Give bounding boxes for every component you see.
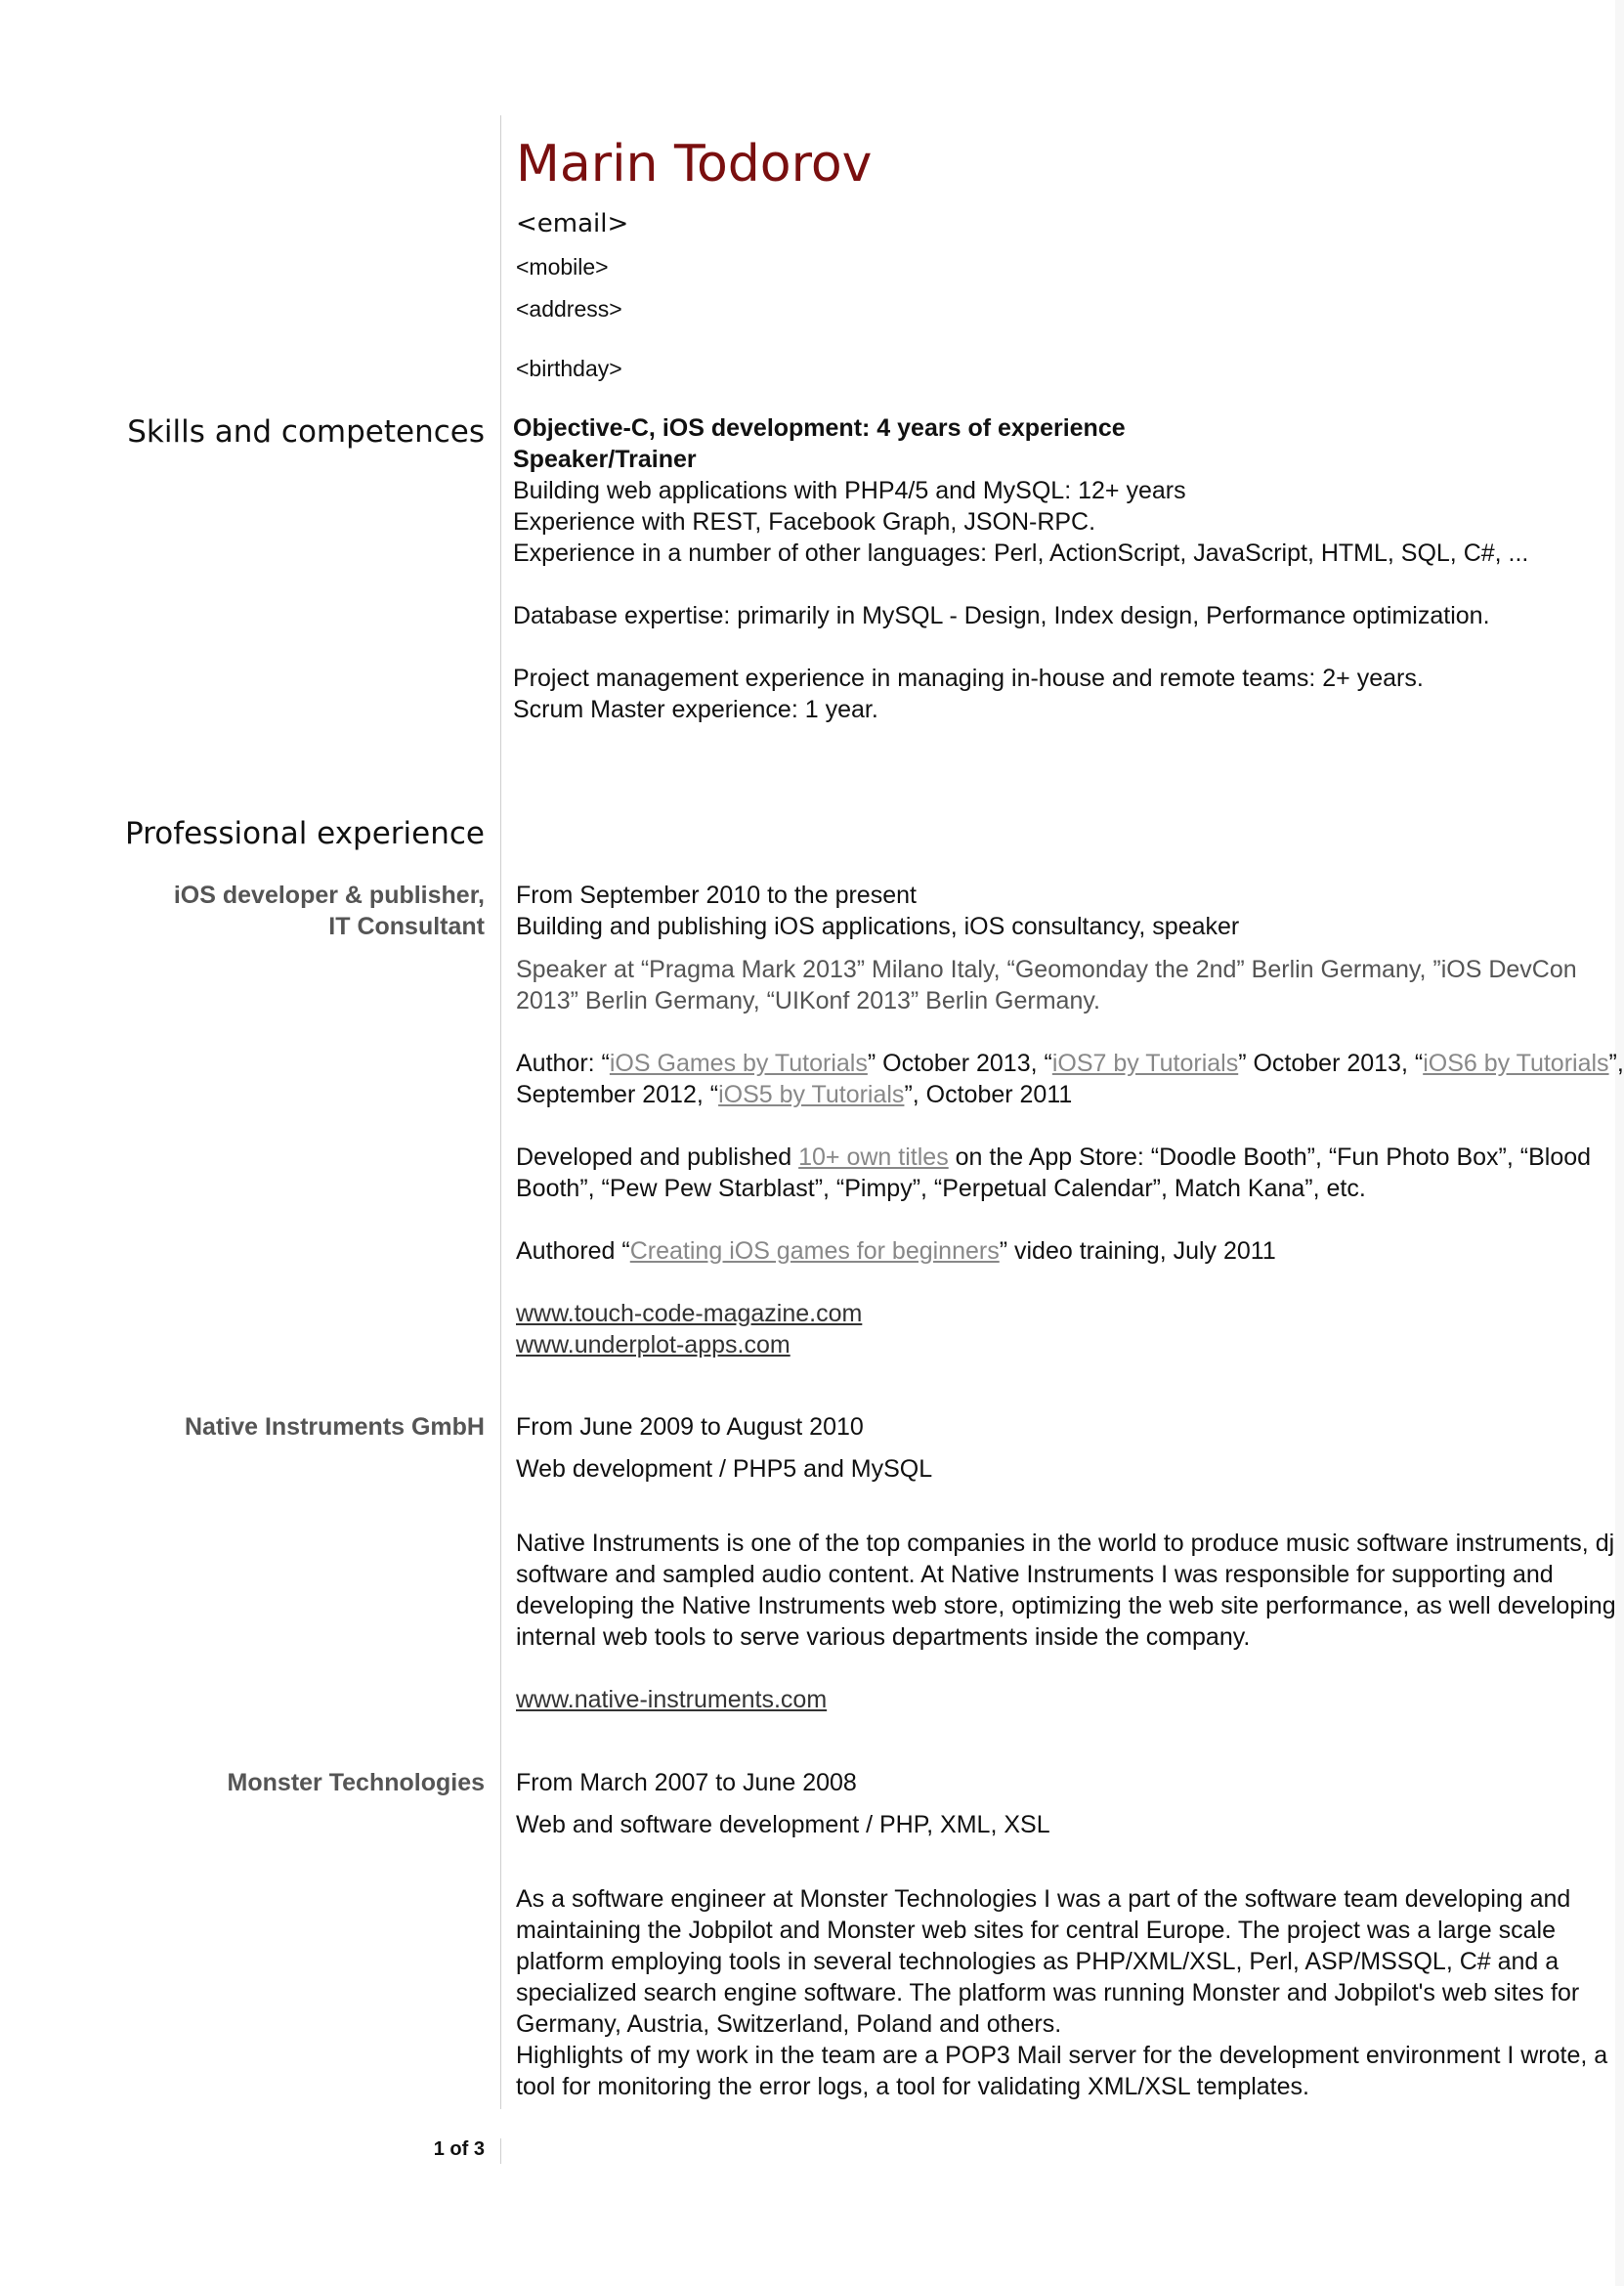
author-line: Author: “iOS Games by Tutorials” October 2013, “iOS7 by Tutorials” October 2013, “iOS6 by Tutorials”,: [516, 1050, 1624, 1077]
description-line: maintaining the Jobpilot and Monster web sites for central Europe. The project was a large scale: [516, 1917, 1557, 1944]
birthday-line: <birthday>: [516, 356, 622, 381]
skills-content: [513, 412, 1529, 725]
skill-line: Speaker/Trainer: [513, 446, 697, 473]
speaker-line: Speaker at “Pragma Mark 2013” Milano Italy, “Geomonday the 2nd” Berlin Germany, ”iOS DevCon: [516, 956, 1577, 983]
job-title-line: iOS developer & publisher,: [173, 882, 485, 909]
job-title-line: IT Consultant: [328, 913, 485, 940]
description-line: Highlights of my work in the team are a POP3 Mail server for the development environment I wrote, a: [516, 2042, 1608, 2069]
description-line: internal web tools to serve various departments inside the company.: [516, 1623, 1251, 1651]
job-ios-developer: [516, 880, 1624, 1360]
experience-heading: Professional experience: [125, 816, 485, 851]
mobile-line: <mobile>: [516, 254, 609, 280]
description-line: Germany, Austria, Switzerland, Poland and others.: [516, 2010, 1062, 2038]
description-line: developing the Native Instruments web store, optimizing the web site performance, as well developing: [516, 1592, 1616, 1619]
skill-line: Objective-C, iOS development: 4 years of experience: [513, 414, 1126, 442]
skill-line: Experience with REST, Facebook Graph, JSON-RPC.: [513, 508, 1096, 536]
job-title: [16, 880, 485, 942]
website-link-native-instruments[interactable]: www.native-instruments.com: [516, 1686, 828, 1713]
book-link-ios6[interactable]: iOS6 by Tutorials: [1423, 1050, 1609, 1077]
training-link[interactable]: Creating iOS games for beginners: [629, 1237, 1000, 1265]
training-line: Authored “Creating iOS games for beginners” video training, July 2011: [516, 1237, 1276, 1265]
skill-line: Scrum Master experience: 1 year.: [513, 696, 878, 723]
description-line: platform employing tools in several technologies as PHP/XML/XSL, Perl, ASP/MSSQL, C# and a: [516, 1948, 1560, 1975]
job-period: From March 2007 to June 2008: [516, 1769, 857, 1796]
skill-line: Building web applications with PHP4/5 and MySQL: 12+ years: [513, 477, 1186, 504]
job-period: From September 2010 to the present: [516, 882, 917, 909]
skill-line: Database expertise: primarily in MySQL - Design, Index design, Performance optimization.: [513, 602, 1490, 629]
description-line: As a software engineer at Monster Technologies I was a part of the software team developing and: [516, 1885, 1571, 1913]
description-line: tool for monitoring the error logs, a tool for validating XML/XSL templates.: [516, 2073, 1309, 2100]
skills-heading: Skills and competences: [127, 414, 485, 450]
skill-line: Experience in a number of other languages: Perl, ActionScript, JavaScript, HTML, SQL, C#, ...: [513, 539, 1529, 567]
description-line: specialized search engine software. The platform was running Monster and Jobpilot's web sites for: [516, 1979, 1580, 2006]
book-link-ios7[interactable]: iOS7 by Tutorials: [1051, 1050, 1239, 1077]
job-summary: Building and publishing iOS applications, iOS consultancy, speaker: [516, 913, 1240, 940]
published-line: Booth”, “Pew Pew Starblast”, “Pimpy”, “Perpetual Calendar”, Match Kana”, etc.: [516, 1175, 1366, 1202]
book-link-ios5[interactable]: iOS5 by Tutorials: [718, 1081, 905, 1108]
company-name: Monster Technologies: [227, 1769, 485, 1796]
published-line: Developed and published 10+ own titles on the App Store: “Doodle Booth”, “Fun Photo Box”, “Blood: [516, 1143, 1592, 1171]
description-line: software and sampled audio content. At Native Instruments I was responsible for supporting and: [516, 1561, 1554, 1588]
author-line: September 2012, “iOS5 by Tutorials”, October 2011: [516, 1081, 1073, 1108]
column-divider: [500, 115, 501, 2109]
page-number: 1 of 3: [433, 2138, 485, 2160]
job-role: Web development / PHP5 and MySQL: [516, 1455, 933, 1483]
own-titles-link[interactable]: 10+ own titles: [798, 1143, 949, 1171]
footer-divider: [500, 2138, 501, 2164]
book-link-ios-games[interactable]: iOS Games by Tutorials: [609, 1050, 868, 1077]
skill-line: Project management experience in managing in-house and remote teams: 2+ years.: [513, 665, 1424, 692]
job-period: From June 2009 to August 2010: [516, 1413, 864, 1441]
job-native-instruments: [516, 1411, 1616, 1715]
description-line: Native Instruments is one of the top companies in the world to produce music software instruments, dj: [516, 1530, 1615, 1557]
website-link-touch-code[interactable]: www.touch-code-magazine.com: [516, 1300, 863, 1327]
candidate-name: Marin Todorov: [516, 135, 873, 194]
email-line: <email>: [516, 209, 629, 238]
job-role: Web and software development / PHP, XML, XSL: [516, 1811, 1050, 1838]
website-link-underplot[interactable]: www.underplot-apps.com: [516, 1331, 791, 1359]
job-monster-technologies: [516, 1767, 1608, 2102]
speaker-line: 2013” Berlin Germany, “UIKonf 2013” Berlin Germany.: [516, 987, 1100, 1014]
company-name: Native Instruments GmbH: [184, 1413, 485, 1441]
address-line: <address>: [516, 296, 622, 322]
